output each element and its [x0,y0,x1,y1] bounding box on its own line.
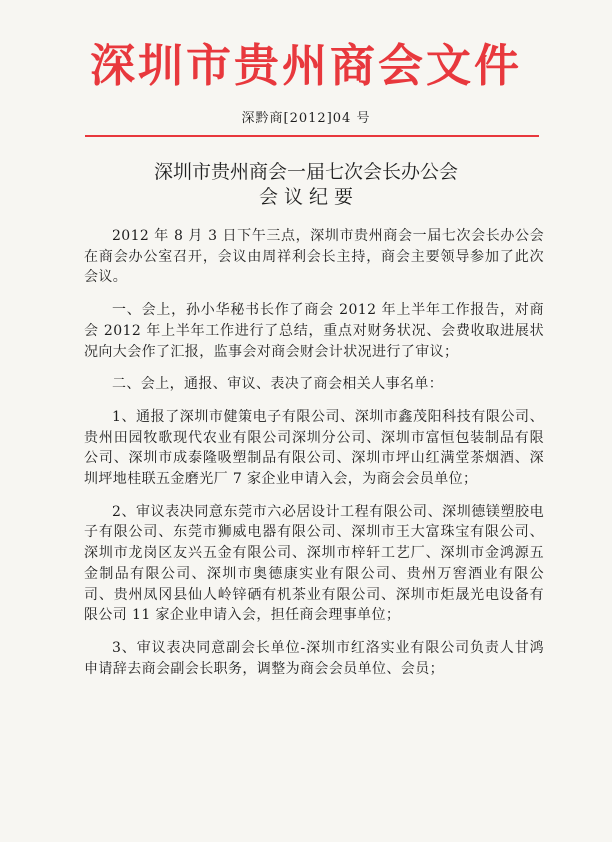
paragraph-item-one: 一、会上，孙小华秘书长作了商会 2012 年上半年工作报告，对商会 2012 年上半年工作进行了总结，重点对财务状况、会费收取进展状况向大会作了汇报，监事会对商会财会计状况进行了审议； [84,302,544,360]
meeting-title [0,160,612,210]
paragraph-sub-1: 1、通报了深圳市健策电子有限公司、深圳市鑫茂阳科技有限公司、贵州田园牧歌现代农业有限公司深圳分公司、深圳市富恒包装制品有限公司、深圳市成泰隆吸塑制品有限公司、深圳市坪山红满堂茶烟酒、深圳坪地桂联五金磨光厂 7 家企业申请入会，为商会会员单位； [84,408,544,488]
paragraph-intro: 2012 年 8 月 3 日下午三点，深圳市贵州商会一届七次会长办公会在商会办公室召开，会议由周祥利会长主持，商会主要领导参加了此次会议。 [84,228,544,286]
paragraph-sub-3: 3、审议表决同意副会长单位-深圳市红洛实业有限公司负责人甘鸿申请辞去商会副会长职务，调整为商会会员单位、会员； [84,639,544,677]
document-body [84,226,544,691]
red-divider-line [85,135,539,137]
paragraph-sub-2: 2、审议表决同意东莞市六必居设计工程有限公司、深圳德镁塑胶电子有限公司、东莞市狮威电器有限公司、深圳市王大富珠宝有限公司、深圳市龙岗区友兴五金有限公司、深圳市梓轩工艺厂、深圳市金鸿源五金制品有限公司、深圳市奥德康实业有限公司、贵州万窖酒业有限公司、贵州凤冈县仙人岭锌硒有机茶业有限公司、深圳市炬晟光电设备有限公司 11 家企业申请入会，担任商会理事单位； [84,503,544,624]
document-number: 深黔商[2012]04 号 [241,111,371,126]
meeting-title-line2: 会 议 纪 要 [258,186,354,208]
letterhead-title: 深圳市贵州商会文件 [89,39,522,92]
meeting-title-line1: 深圳市贵州商会一届七次会长办公会 [153,161,458,183]
paragraph-item-two: 二、会上，通报、审议、表决了商会相关人事名单： [112,376,444,393]
